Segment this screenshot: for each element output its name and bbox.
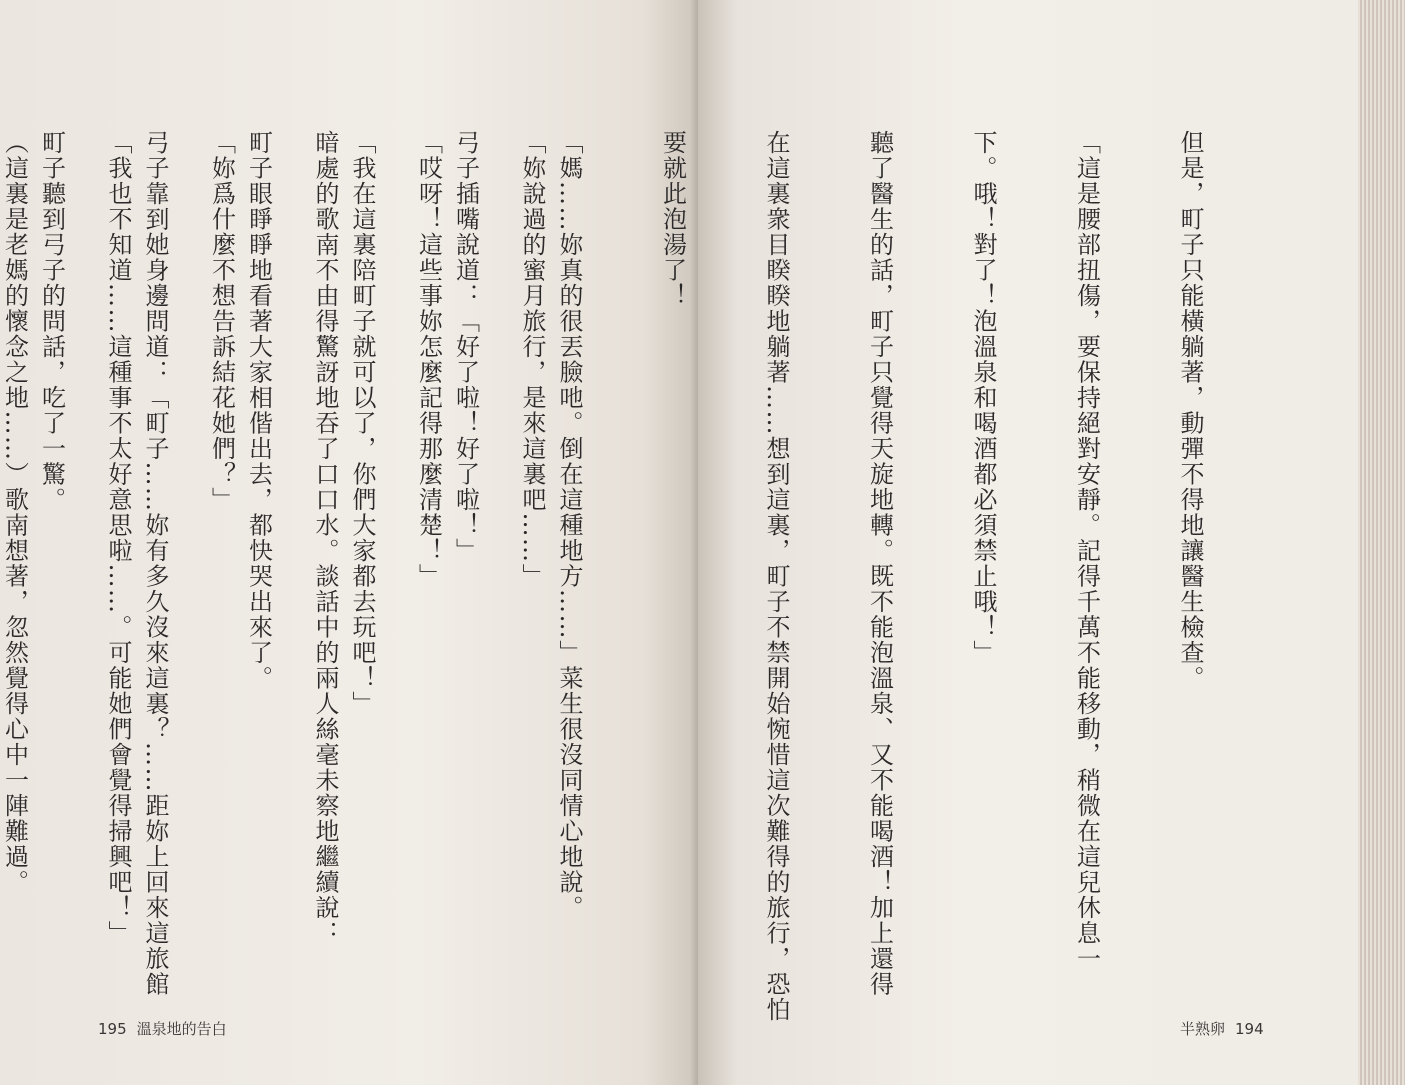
running-title: 溫泉地的告白 xyxy=(136,1020,227,1038)
text-column: 「哎呀！這些事妳怎麼記得那麼清楚！」 xyxy=(414,130,443,589)
text-column: 弓子靠到她身邊問道：「町子……妳有多久沒來這裏？……距妳上回來這旅館 xyxy=(141,130,169,997)
text-column: 町子眼睜睜地看著大家相偕出去，都快哭出來了。 xyxy=(244,130,273,691)
text-column: 要就此泡湯了！ xyxy=(658,130,687,309)
left-page-footer xyxy=(98,1018,227,1039)
text-column: 「我在這裏陪町子就可以了，你們大家都去玩吧！」 xyxy=(348,130,376,717)
running-title: 半熟卵 xyxy=(1180,1020,1226,1038)
page-number: 195 xyxy=(98,1020,127,1038)
page-number: 194 xyxy=(1235,1020,1264,1038)
text-column: （這裏是老媽的懷念之地……）歌南想著，忽然覺得心中一陣難過。 xyxy=(0,130,29,895)
text-column: 町子聽到弓子的問話，吃了一驚。 xyxy=(37,130,66,513)
text-column: 弓子插嘴說道：「好了啦！好了啦！」 xyxy=(451,130,480,564)
text-column: 但是，町子只能橫躺著，動彈不得地讓醫生檢查。 xyxy=(1176,130,1204,691)
text-column: 「我也不知道……這種事不太好意思啦……。可能她們會覺得掃興吧！」 xyxy=(104,130,132,946)
text-column: 「妳說過的蜜月旅行，是來這裏吧……」 xyxy=(518,130,546,589)
right-page-footer xyxy=(1180,1018,1264,1039)
text-column: 暗處的歌南不由得驚訝地吞了口口水。談話中的兩人絲毫未察地繼續說： xyxy=(311,130,339,946)
text-column: 「媽……妳真的很丟臉吔。倒在這種地方……」菜生很沒同情心地說。 xyxy=(555,130,583,921)
text-column: 「妳爲什麼不想告訴結花她們？」 xyxy=(207,130,236,513)
text-column: 聽了醫生的話，町子只覺得天旋地轉。既不能泡溫泉、又不能喝酒！加上還得 xyxy=(865,130,894,997)
text-column: 下。哦！對了！泡溫泉和喝酒都必須禁止哦！」 xyxy=(969,130,997,666)
text-column: 「這是腰部扭傷，要保持絕對安靜。記得千萬不能移動，稍微在這兒休息一 xyxy=(1072,130,1101,972)
page-edges xyxy=(1358,0,1405,1085)
text-column: 在這裏衆目睽睽地躺著……想到這裏，町子不禁開始惋惜這次難得的旅行，恐怕 xyxy=(762,130,790,1023)
